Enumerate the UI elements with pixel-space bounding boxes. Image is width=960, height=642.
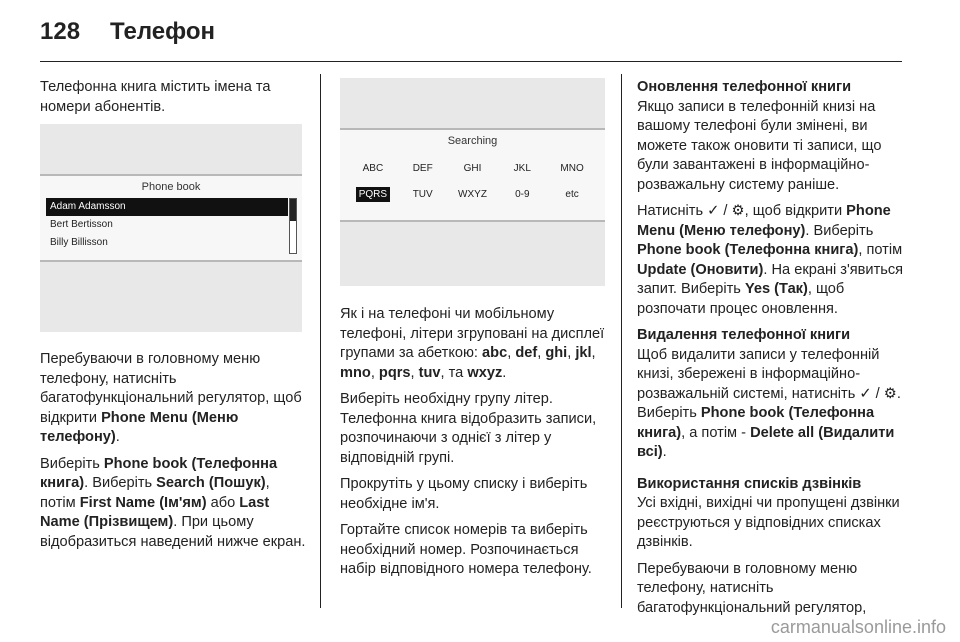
phonebook-entry-selected[interactable]: Adam Adamsson bbox=[46, 198, 288, 216]
column-1-lower bbox=[40, 350, 308, 559]
settings-icon: ⚙ bbox=[731, 203, 745, 219]
phonebook-list bbox=[46, 198, 288, 252]
phonebook-panel bbox=[40, 174, 302, 262]
letter-group[interactable]: 0-9 bbox=[515, 189, 530, 200]
phonebook-scrollbar[interactable] bbox=[289, 198, 297, 254]
paragraph-call-lists-open: Перебуваючи в головному меню телефону, натисніть багатофункціональний регулятор, bbox=[637, 560, 867, 616]
intro-paragraph: Телефонна книга містить імена та номери абонентів. bbox=[40, 79, 271, 115]
search-panel bbox=[340, 128, 605, 222]
settings-icon: ⚙ bbox=[883, 385, 897, 402]
search-title: Searching bbox=[447, 135, 498, 147]
letter-group[interactable]: WXYZ bbox=[458, 189, 487, 200]
page-title: Телефон bbox=[110, 18, 215, 45]
letter-group-grid bbox=[348, 160, 597, 204]
column-2 bbox=[340, 305, 615, 587]
letter-group[interactable]: TUV bbox=[412, 189, 433, 200]
paragraph-select-group: Виберіть необхідну групу літер. Телефонна книга відобразить записи, розпочинаючи з однієї з літер у відповідній групі. bbox=[340, 391, 597, 466]
paragraph-update-steps: Натисніть ✓ / ⚙, щоб відкрити Phone Menu (Меню телефону). Виберіть Phone book (Телефонна книга), потім Update (Оновити). На екрані з'явиться запит. Виберіть Yes (Так), щоб розпочати процес оновлення. bbox=[637, 203, 904, 317]
check-icon: ✓ bbox=[859, 385, 872, 402]
check-icon: ✓ bbox=[707, 203, 720, 219]
paragraph-call-lists: Усі вхідні, вихідні чи пропущені дзвінки реєструються у відповідних списках дзвінків. bbox=[637, 495, 900, 550]
paragraph-select-number: Гортайте список номерів та виберіть необхідний номер. Розпочинається набір відповідного номера телефону. bbox=[340, 522, 592, 577]
letter-group[interactable]: etc bbox=[565, 189, 579, 200]
letter-group[interactable]: DEF bbox=[412, 163, 433, 174]
letter-group-selected[interactable]: PQRS bbox=[348, 186, 398, 204]
paragraph-scroll-name: Прокрутіть у цьому списку і виберіть необхідне ім'я. bbox=[340, 476, 588, 512]
paragraph-open-menu: Перебуваючи в головному меню телефону, натисніть багатофункціональний регулятор, щоб відкрити Phone Menu (Меню телефону). bbox=[40, 351, 302, 445]
paragraph-search: Виберіть Phone book (Телефонна книга). Виберіть Search (Пошук), потім First Name (Ім'ям) або Last Name (Прізвищем). При цьому відобразиться наведений нижче екран. bbox=[40, 455, 306, 550]
letter-group[interactable]: MNO bbox=[560, 163, 584, 174]
heading-update-phonebook: Оновлення телефонної книги bbox=[637, 79, 852, 95]
paragraph-delete-steps: Щоб видалити записи у телефонній книзі, збережені в інформаційно-розважальній системі, натисніть ✓ / ⚙. Виберіть Phone book (Телефонна книга), а потім - Delete all (Видалити всі). bbox=[637, 346, 901, 460]
phonebook-entry[interactable]: Bert Bertisson bbox=[50, 219, 113, 230]
watermark: carmanualsonline.info bbox=[770, 617, 946, 637]
column-divider-2 bbox=[621, 74, 622, 608]
phonebook-screenshot bbox=[40, 124, 302, 332]
heading-call-lists: Використання списків дзвінків bbox=[637, 475, 862, 492]
search-screenshot bbox=[340, 78, 605, 286]
page-header bbox=[40, 18, 215, 48]
letter-group[interactable]: JKL bbox=[513, 163, 531, 174]
paragraph-letter-groups: Як і на телефоні чи мобільному телефоні, літери згруповані на дисплеї групами за абеткою: abc, def, ghi, jkl, mno, pqrs, tuv, та wxyz. bbox=[340, 306, 605, 381]
phonebook-title: Phone book bbox=[141, 181, 201, 193]
column-1 bbox=[40, 78, 308, 124]
column-3 bbox=[637, 78, 905, 625]
letter-group[interactable]: ABC bbox=[362, 163, 384, 174]
page-number: 128 bbox=[40, 18, 81, 45]
heading-delete-phonebook: Видалення телефонної книги bbox=[637, 327, 851, 343]
letter-group[interactable]: GHI bbox=[463, 163, 482, 174]
header-rule bbox=[40, 61, 902, 62]
column-divider-1 bbox=[320, 74, 321, 608]
paragraph-update-intro: Якщо записи в телефонній книзі на вашому телефоні були змінені, ви можете також оновити ті записи, що були завантажені в інформаційно-розважальну систему раніше. bbox=[637, 98, 882, 193]
phonebook-entry[interactable]: Billy Billisson bbox=[50, 237, 108, 248]
